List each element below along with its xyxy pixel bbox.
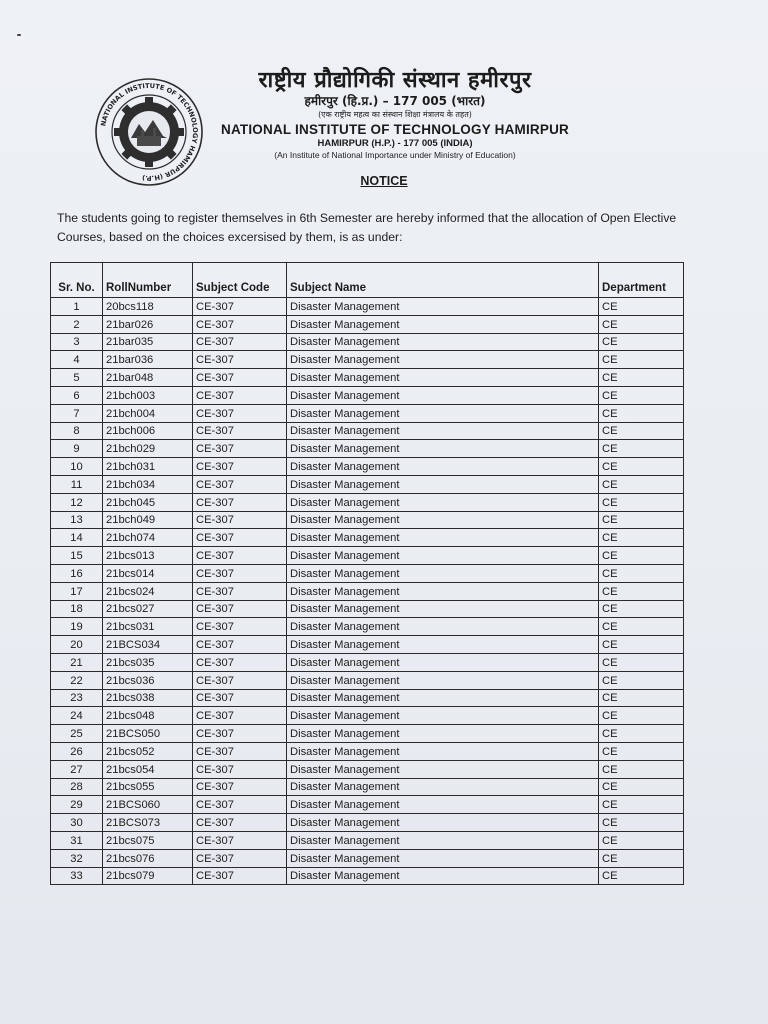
table-row	[51, 404, 684, 422]
roll-number-cell: 21bcs024	[103, 582, 193, 600]
department-cell: CE	[599, 475, 684, 493]
sr-no-cell: 23	[51, 689, 103, 707]
sr-no-cell: 8	[51, 422, 103, 440]
subject-name-cell: Disaster Management	[287, 404, 599, 422]
subject-name-cell: Disaster Management	[287, 653, 599, 671]
department-cell: CE	[599, 814, 684, 832]
sr-no-cell: 14	[51, 529, 103, 547]
subject-code-cell: CE-307	[193, 849, 287, 867]
subject-name-cell: Disaster Management	[287, 386, 599, 404]
subject-name-cell: Disaster Management	[287, 315, 599, 333]
subject-name-cell: Disaster Management	[287, 796, 599, 814]
subject-name-cell: Disaster Management	[287, 742, 599, 760]
table-row	[51, 386, 684, 404]
roll-number-cell: 21bcs079	[103, 867, 193, 885]
roll-number-cell: 21bcs027	[103, 600, 193, 618]
sr-no-cell: 20	[51, 636, 103, 654]
column-header-roll-number: RollNumber	[103, 263, 193, 298]
department-cell: CE	[599, 298, 684, 316]
department-cell: CE	[599, 653, 684, 671]
subject-code-cell: CE-307	[193, 386, 287, 404]
subject-code-cell: CE-307	[193, 529, 287, 547]
department-cell: CE	[599, 867, 684, 885]
roll-number-cell: 21bar035	[103, 333, 193, 351]
sr-no-cell: 2	[51, 315, 103, 333]
sr-no-cell: 26	[51, 742, 103, 760]
sr-no-cell: 18	[51, 600, 103, 618]
department-cell: CE	[599, 831, 684, 849]
subject-name-cell: Disaster Management	[287, 618, 599, 636]
roll-number-cell: 21bch004	[103, 404, 193, 422]
sr-no-cell: 6	[51, 386, 103, 404]
table-row	[51, 564, 684, 582]
department-cell: CE	[599, 689, 684, 707]
sr-no-cell: 28	[51, 778, 103, 796]
roll-number-cell: 21bch029	[103, 440, 193, 458]
department-cell: CE	[599, 493, 684, 511]
institute-emblem-icon	[93, 76, 205, 188]
department-cell: CE	[599, 369, 684, 387]
department-cell: CE	[599, 386, 684, 404]
subject-name-cell: Disaster Management	[287, 725, 599, 743]
roll-number-cell: 21BCS034	[103, 636, 193, 654]
sr-no-cell: 33	[51, 867, 103, 885]
table-row	[51, 458, 684, 476]
sr-no-cell: 27	[51, 760, 103, 778]
table-row	[51, 333, 684, 351]
sr-no-cell: 22	[51, 671, 103, 689]
roll-number-cell: 21bch074	[103, 529, 193, 547]
subject-name-cell: Disaster Management	[287, 475, 599, 493]
table-row	[51, 689, 684, 707]
subject-code-cell: CE-307	[193, 511, 287, 529]
roll-number-cell: 21bch034	[103, 475, 193, 493]
roll-number-cell: 21bcs035	[103, 653, 193, 671]
department-cell: CE	[599, 742, 684, 760]
sr-no-cell: 10	[51, 458, 103, 476]
table-row	[51, 760, 684, 778]
subject-code-cell: CE-307	[193, 831, 287, 849]
sr-no-cell: 31	[51, 831, 103, 849]
sr-no-cell: 1	[51, 298, 103, 316]
roll-number-cell: 21bcs075	[103, 831, 193, 849]
table-row	[51, 315, 684, 333]
subject-name-cell: Disaster Management	[287, 440, 599, 458]
roll-number-cell: 21bcs076	[103, 849, 193, 867]
subject-name-cell: Disaster Management	[287, 547, 599, 565]
table-row	[51, 493, 684, 511]
department-cell: CE	[599, 778, 684, 796]
department-cell: CE	[599, 671, 684, 689]
roll-number-cell: 21BCS073	[103, 814, 193, 832]
subject-code-cell: CE-307	[193, 707, 287, 725]
table-row	[51, 653, 684, 671]
sr-no-cell: 9	[51, 440, 103, 458]
subject-name-cell: Disaster Management	[287, 422, 599, 440]
subject-name-cell: Disaster Management	[287, 867, 599, 885]
sr-no-cell: 11	[51, 475, 103, 493]
subject-name-cell: Disaster Management	[287, 778, 599, 796]
roll-number-cell: 21bcs014	[103, 564, 193, 582]
department-cell: CE	[599, 333, 684, 351]
table-row	[51, 831, 684, 849]
table-row	[51, 867, 684, 885]
subject-name-cell: Disaster Management	[287, 760, 599, 778]
department-cell: CE	[599, 404, 684, 422]
roll-number-cell: 21bch045	[103, 493, 193, 511]
subject-name-cell: Disaster Management	[287, 458, 599, 476]
department-cell: CE	[599, 707, 684, 725]
allocation-table	[50, 262, 684, 885]
sr-no-cell: 19	[51, 618, 103, 636]
table-row	[51, 849, 684, 867]
subject-name-cell: Disaster Management	[287, 689, 599, 707]
sr-no-cell: 13	[51, 511, 103, 529]
subject-code-cell: CE-307	[193, 778, 287, 796]
subject-name-cell: Disaster Management	[287, 636, 599, 654]
sr-no-cell: 17	[51, 582, 103, 600]
department-cell: CE	[599, 547, 684, 565]
roll-number-cell: 21bch049	[103, 511, 193, 529]
table-row	[51, 671, 684, 689]
subject-code-cell: CE-307	[193, 618, 287, 636]
column-header-department: Department	[599, 263, 684, 298]
department-cell: CE	[599, 440, 684, 458]
roll-number-cell: 21BCS050	[103, 725, 193, 743]
subject-code-cell: CE-307	[193, 440, 287, 458]
subject-code-cell: CE-307	[193, 333, 287, 351]
subject-code-cell: CE-307	[193, 867, 287, 885]
roll-number-cell: 21bch031	[103, 458, 193, 476]
roll-number-cell: 21bch003	[103, 386, 193, 404]
subject-code-cell: CE-307	[193, 315, 287, 333]
table-row	[51, 475, 684, 493]
subject-name-cell: Disaster Management	[287, 600, 599, 618]
roll-number-cell: 21bcs038	[103, 689, 193, 707]
department-cell: CE	[599, 849, 684, 867]
roll-number-cell: 21bcs013	[103, 547, 193, 565]
table-row	[51, 351, 684, 369]
subject-code-cell: CE-307	[193, 600, 287, 618]
roll-number-cell: 20bcs118	[103, 298, 193, 316]
department-cell: CE	[599, 564, 684, 582]
table-row	[51, 440, 684, 458]
roll-number-cell: 21bcs052	[103, 742, 193, 760]
table-row	[51, 796, 684, 814]
svg-text:NATIONAL INSTITUTE OF TECHNOLO: NATIONAL INSTITUTE OF TECHNOLOGY HAMIRPUR (H.P.)	[99, 81, 200, 183]
subject-name-cell: Disaster Management	[287, 814, 599, 832]
subject-code-cell: CE-307	[193, 404, 287, 422]
subject-name-cell: Disaster Management	[287, 493, 599, 511]
table-row	[51, 582, 684, 600]
subject-code-cell: CE-307	[193, 760, 287, 778]
subject-code-cell: CE-307	[193, 493, 287, 511]
subject-code-cell: CE-307	[193, 369, 287, 387]
table-row	[51, 547, 684, 565]
subject-name-cell: Disaster Management	[287, 671, 599, 689]
sr-no-cell: 12	[51, 493, 103, 511]
table-header-row	[51, 263, 684, 298]
hindi-institute-name: राष्ट्रीय प्रौद्योगिकी संस्थान हमीरपुर	[258, 68, 532, 93]
roll-number-cell: 21bar026	[103, 315, 193, 333]
subject-code-cell: CE-307	[193, 458, 287, 476]
subject-name-cell: Disaster Management	[287, 298, 599, 316]
department-cell: CE	[599, 511, 684, 529]
department-cell: CE	[599, 618, 684, 636]
sr-no-cell: 4	[51, 351, 103, 369]
table-row	[51, 422, 684, 440]
subject-name-cell: Disaster Management	[287, 333, 599, 351]
subject-name-cell: Disaster Management	[287, 707, 599, 725]
table-row	[51, 636, 684, 654]
subject-name-cell: Disaster Management	[287, 849, 599, 867]
english-institute-name: NATIONAL INSTITUTE OF TECHNOLOGY HAMIRPUR	[221, 122, 569, 137]
sr-no-cell: 24	[51, 707, 103, 725]
subject-code-cell: CE-307	[193, 547, 287, 565]
hindi-subtitle: (एक राष्ट्रीय महत्व का संस्थान शिक्षा मंत्रालय के तहत)	[318, 110, 472, 119]
department-cell: CE	[599, 600, 684, 618]
roll-number-cell: 21bch006	[103, 422, 193, 440]
english-subtitle: (An Institute of National Importance under Ministry of Education)	[274, 150, 516, 160]
english-address: HAMIRPUR (H.P.) - 177 005 (INDIA)	[317, 138, 473, 149]
subject-code-cell: CE-307	[193, 742, 287, 760]
department-cell: CE	[599, 351, 684, 369]
table-row	[51, 707, 684, 725]
letterhead	[205, 68, 585, 161]
subject-code-cell: CE-307	[193, 298, 287, 316]
sr-no-cell: 30	[51, 814, 103, 832]
subject-code-cell: CE-307	[193, 582, 287, 600]
column-header-subject-name: Subject Name	[287, 263, 599, 298]
sr-no-cell: 32	[51, 849, 103, 867]
sr-no-cell: 16	[51, 564, 103, 582]
sr-no-cell: 5	[51, 369, 103, 387]
sr-no-cell: 3	[51, 333, 103, 351]
department-cell: CE	[599, 422, 684, 440]
subject-name-cell: Disaster Management	[287, 529, 599, 547]
subject-name-cell: Disaster Management	[287, 582, 599, 600]
sr-no-cell: 21	[51, 653, 103, 671]
hindi-address: हमीरपुर (हि.प्र.) – 177 005 (भारत)	[304, 94, 486, 108]
subject-code-cell: CE-307	[193, 653, 287, 671]
roll-number-cell: 21bcs055	[103, 778, 193, 796]
department-cell: CE	[599, 529, 684, 547]
department-cell: CE	[599, 725, 684, 743]
subject-code-cell: CE-307	[193, 814, 287, 832]
sr-no-cell: 15	[51, 547, 103, 565]
subject-name-cell: Disaster Management	[287, 369, 599, 387]
column-header-sr-no: Sr. No.	[51, 263, 103, 298]
subject-code-cell: CE-307	[193, 422, 287, 440]
sr-no-cell: 25	[51, 725, 103, 743]
subject-code-cell: CE-307	[193, 351, 287, 369]
subject-code-cell: CE-307	[193, 671, 287, 689]
subject-name-cell: Disaster Management	[287, 564, 599, 582]
department-cell: CE	[599, 636, 684, 654]
notice-title: NOTICE	[360, 174, 408, 188]
department-cell: CE	[599, 760, 684, 778]
table-row	[51, 298, 684, 316]
table-row	[51, 778, 684, 796]
table-row	[51, 618, 684, 636]
subject-name-cell: Disaster Management	[287, 351, 599, 369]
subject-code-cell: CE-307	[193, 689, 287, 707]
table-row	[51, 725, 684, 743]
department-cell: CE	[599, 796, 684, 814]
sr-no-cell: 7	[51, 404, 103, 422]
roll-number-cell: 21bcs048	[103, 707, 193, 725]
subject-code-cell: CE-307	[193, 564, 287, 582]
table-row	[51, 529, 684, 547]
subject-code-cell: CE-307	[193, 636, 287, 654]
subject-code-cell: CE-307	[193, 725, 287, 743]
column-header-subject-code: Subject Code	[193, 263, 287, 298]
table-body	[51, 298, 684, 885]
roll-number-cell: 21BCS060	[103, 796, 193, 814]
department-cell: CE	[599, 458, 684, 476]
subject-code-cell: CE-307	[193, 796, 287, 814]
table-row	[51, 511, 684, 529]
table-row	[51, 369, 684, 387]
scan-speck	[17, 34, 21, 36]
subject-name-cell: Disaster Management	[287, 831, 599, 849]
subject-code-cell: CE-307	[193, 475, 287, 493]
department-cell: CE	[599, 315, 684, 333]
roll-number-cell: 21bar036	[103, 351, 193, 369]
roll-number-cell: 21bar048	[103, 369, 193, 387]
roll-number-cell: 21bcs031	[103, 618, 193, 636]
roll-number-cell: 21bcs054	[103, 760, 193, 778]
sr-no-cell: 29	[51, 796, 103, 814]
subject-name-cell: Disaster Management	[287, 511, 599, 529]
notice-intro: The students going to register themselves in 6th Semester are hereby informed that the allocation of Open Elective Courses, based on the choices excersised by them, is as under:	[57, 211, 677, 244]
table-row	[51, 814, 684, 832]
table-row	[51, 600, 684, 618]
roll-number-cell: 21bcs036	[103, 671, 193, 689]
table-row	[51, 742, 684, 760]
department-cell: CE	[599, 582, 684, 600]
